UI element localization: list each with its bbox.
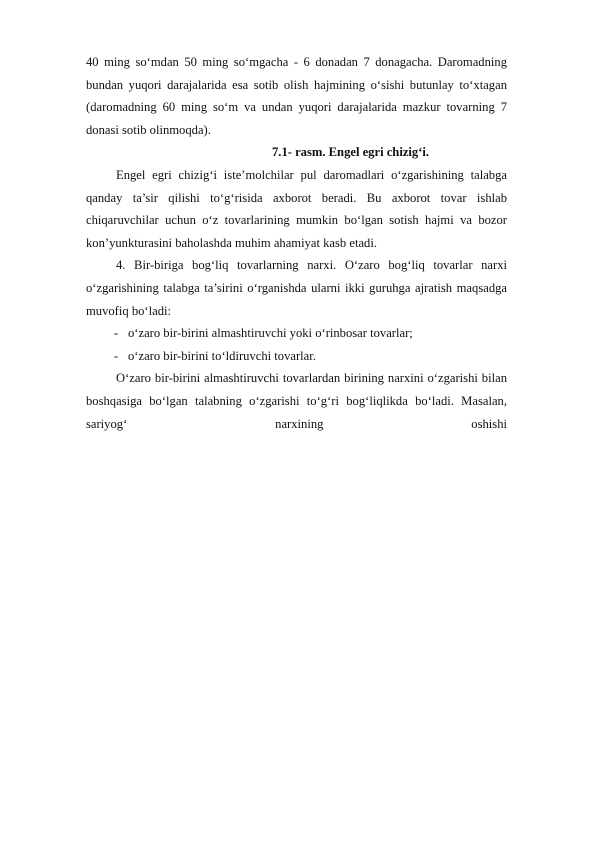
document-page: [86, 51, 507, 435]
list-item-text: o‘zaro bir-birini to‘ldiruvchi tovarlar.: [128, 348, 316, 363]
paragraph-related-goods: 4. Bir-biriga bog‘liq tovarlarning narxi. O‘zaro bog‘liq tovarlar narxi o‘zgarishining talabga ta’sirini o‘rganishda ularni ikki guruhga ajratish maqsadga muvofiq bo‘ladi:: [86, 258, 507, 318]
figure-caption: 7.1- rasm. Engel egri chizig‘i.: [272, 145, 430, 160]
list-item: [86, 345, 507, 368]
list-item-text: o‘zaro bir-birini almashtiruvchi yoki o‘rinbosar tovarlar;: [128, 326, 413, 341]
paragraph-substitutes: O‘zaro bir-birini almashtiruvchi tovarlardan birining narxini o‘zgarishi bilan boshqasiga bo‘lgan talabning o‘zgarishi to‘g‘ri bog‘liqlikda bo‘ladi. Masalan, sariyog‘ narxining oshishi: [86, 371, 507, 431]
list-item: [86, 322, 507, 345]
paragraph-engel-curve: Engel egri chizig‘i iste’molchilar pul daromadlari o‘zgarishining talabga qanday ta’sir qilishi to‘g‘risida axborot beradi. Bu axborot tovar ishlab chiqaruvchilar uchun o‘z tovarlarining mumkin bo‘lgan sotish hajmi va bozor kon’yunkturasini baholashda muhim ahamiyat kasb etadi.: [86, 167, 507, 250]
list-dash: -: [114, 348, 119, 363]
paragraph-income-levels: 40 ming so‘mdan 50 ming so‘mgacha - 6 donadan 7 donagacha. Daromadning bundan yuqori darajalarida esa sotib olish hajmining o‘sishi butunlay to‘xtagan (daromadning 60 ming so‘m va undan yuqori darajalarida mazkur tovarning 7 donasi sotib olinmoqda).: [86, 55, 507, 137]
list-dash: -: [114, 326, 119, 341]
